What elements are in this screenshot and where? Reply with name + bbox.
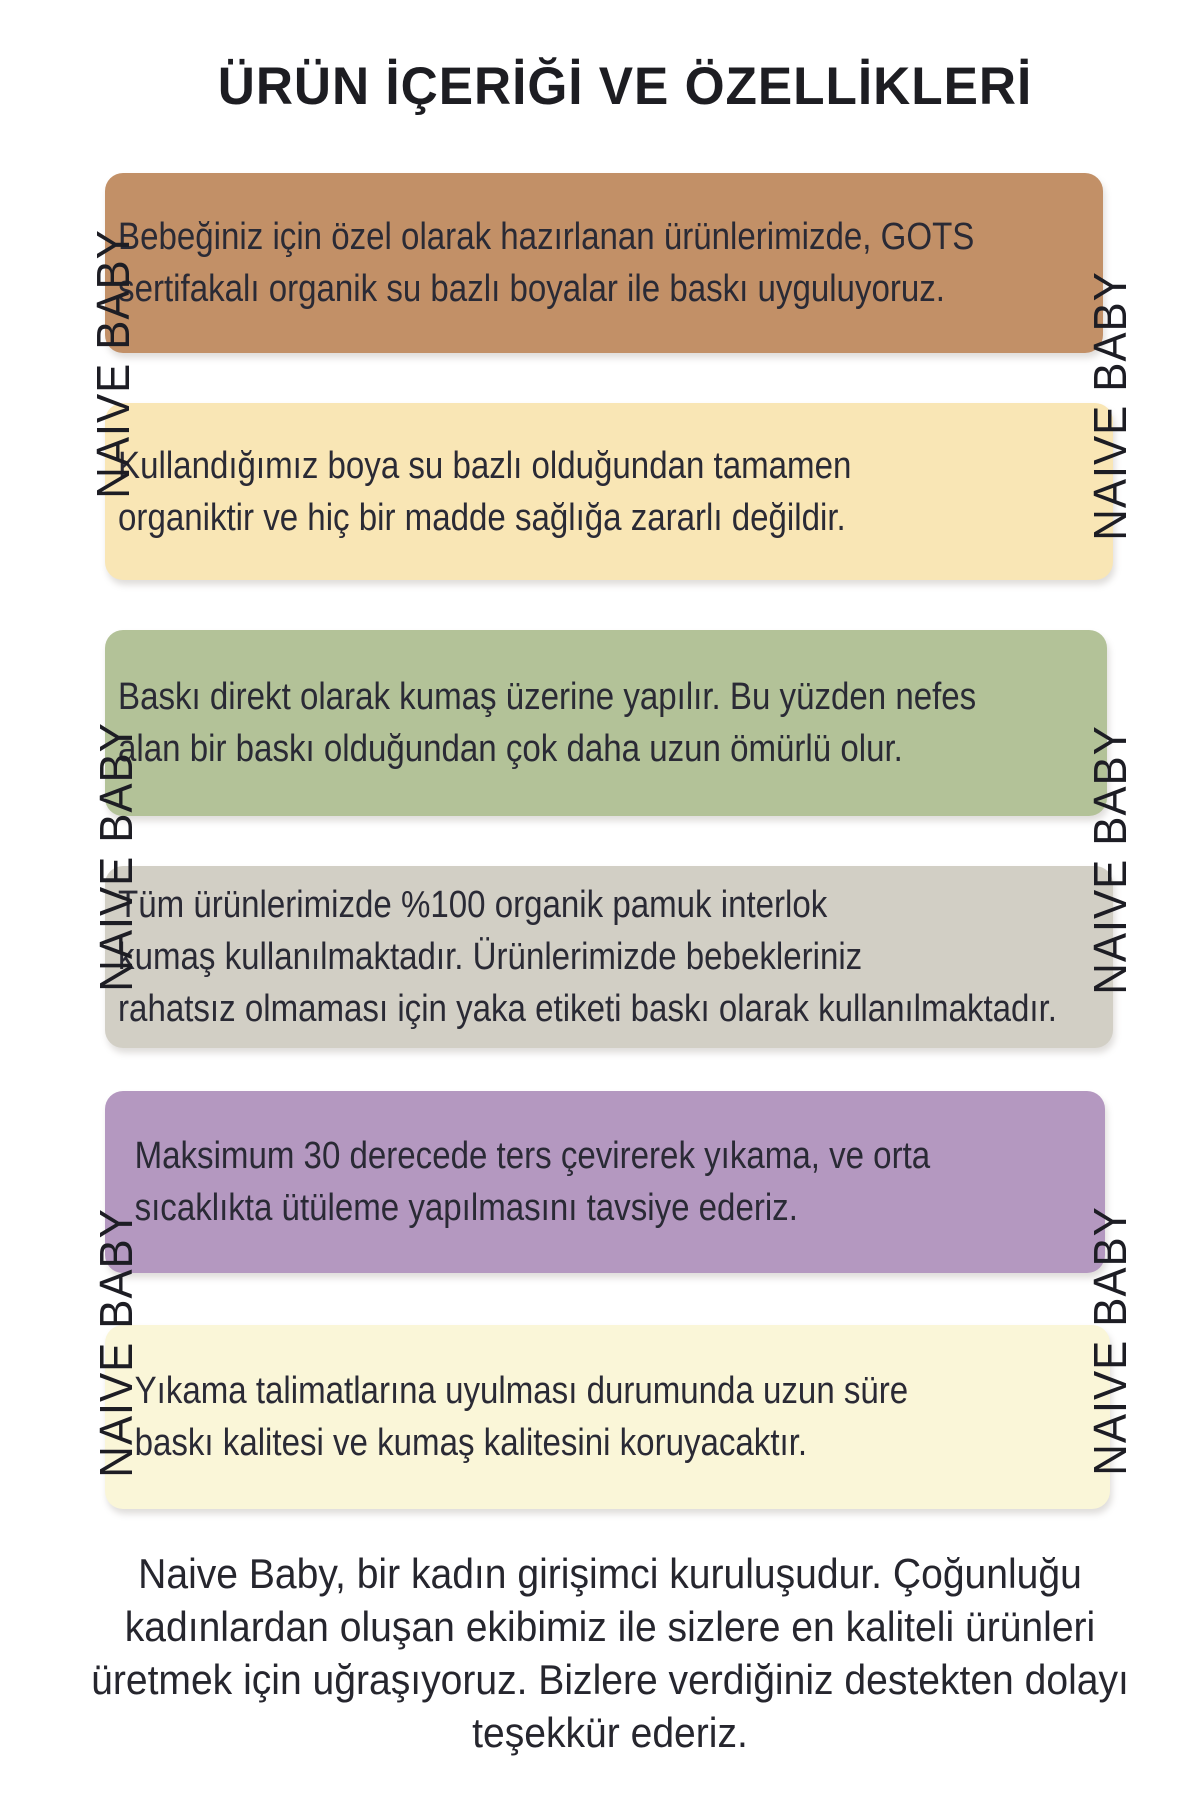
text-line: Kullandığımız boya su bazlı olduğundan tamamen [118,444,852,487]
info-block-text [105,1365,979,1469]
text-line: Tüm ürünlerimizde %100 organik pamuk interlok [118,884,828,926]
text-line: Bebeğiniz için özel olarak hazırlanan ürünlerimizde, GOTS [118,216,975,258]
info-block-text [105,440,982,544]
footer-line: üretmek için uğraşıyoruz. Bizlere verdiğiniz destekten dolayı [91,1656,1129,1703]
brand-watermark-left-middle: NAIVE BABY [90,722,142,992]
text-line: baskı kalitesi ve kumaş kalitesini koruyacaktır. [134,1422,808,1464]
text-line: kumaş kullanılmaktadır. Ürünlerimizde bebekleriniz [118,936,863,978]
footer-line: kadınlardan oluşan ekibimiz ile sizlere en kaliteli ürünleri [124,1603,1096,1650]
text-line: rahatsız olmaması için yaka etiketi baskı olarak kullanılmaktadır. [118,988,1057,1030]
info-block-fabric [105,866,1113,1048]
info-block-text [105,879,1057,1035]
brand-watermark-right-middle: NAIVE BABY [1084,725,1136,995]
info-block-quality [105,1325,1110,1509]
footer-text [61,1547,1158,1759]
text-line: organiktir ve hiç bir madde sağlığa zararlı değildir. [118,496,846,539]
info-block-text [105,671,977,775]
info-block-gots-dyes [105,173,1103,353]
footer-line: teşekkür ederiz. [472,1709,748,1756]
text-line: sıcaklıkta ütüleme yapılmasını tavsiye ederiz. [134,1187,798,1229]
text-line: Yıkama talimatlarına uyulması durumunda uzun süre [134,1370,909,1412]
info-block-text [105,211,973,315]
info-block-direct-print [105,630,1107,816]
page-title: ÜRÜN İÇERİĞİ VE ÖZELLİKLERİ [217,57,1033,116]
info-block-washing [105,1091,1105,1273]
info-block-organic-dye [105,403,1113,580]
footer-line: Naive Baby, bir kadın girişimci kuruluşudur. Çoğunluğu [138,1550,1082,1597]
info-block-text [105,1130,975,1234]
text-line: Maksimum 30 derecede ters çevirerek yıkama, ve orta [134,1135,931,1177]
brand-watermark-right-top: NAIVE BABY [1084,271,1136,541]
text-line: Baskı direkt olarak kumaş üzerine yapılır. Bu yüzden nefes [118,676,977,718]
text-line: sertifakalı organik su bazlı boyalar ile baskı uyguluyoruz. [118,268,945,310]
brand-watermark-right-bottom: NAIVE BABY [1084,1206,1136,1476]
brand-watermark-left-bottom: NAIVE BABY [90,1208,142,1478]
brand-watermark-left-top: NAIVE BABY [87,229,139,499]
text-line: alan bir baskı olduğundan çok daha uzun ömürlü olur. [118,728,903,770]
